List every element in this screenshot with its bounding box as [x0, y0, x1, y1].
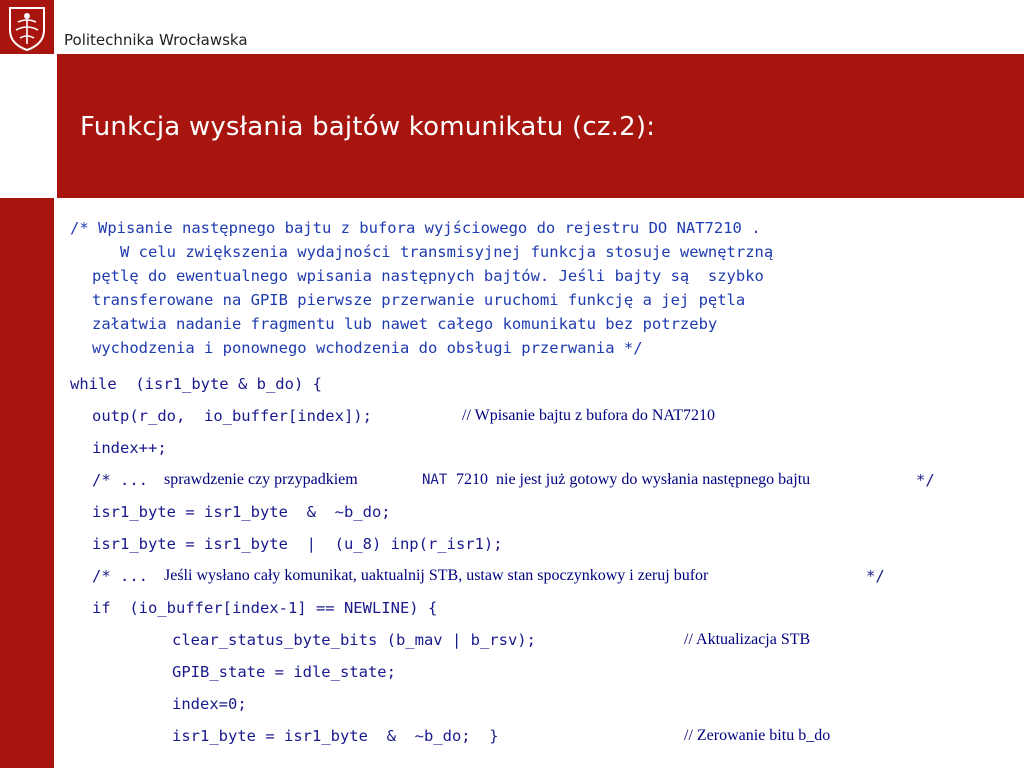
clear-status-line: clear_status_byte_bits (b_mav | b_rsv);: [172, 631, 536, 649]
gpib-state-line: GPIB_state = idle_state;: [172, 663, 396, 681]
check-comment-prefix: /* ...: [92, 471, 148, 489]
sidebar-gap: [54, 198, 57, 768]
clear-status-comment: // Aktualizacja STB: [684, 631, 811, 648]
left-sidebar: [0, 198, 54, 768]
sent-comment-text: Jeśli wysłano cały komunikat, uaktualnij STB, ustaw stan spoczynkowy i zeruj bufor: [164, 567, 709, 584]
comment-line-1: /* Wpisanie następnego bajtu z bufora wyjściowego do rejestru DO NAT7210 .: [70, 219, 761, 237]
slide-title: Funkcja wysłania bajtów komunikatu (cz.2):: [80, 112, 656, 142]
check-comment-suffix: */: [916, 471, 935, 489]
index-increment-line: index++;: [92, 439, 167, 457]
check-comment-text: sprawdzenie czy przypadkiem: [164, 471, 358, 488]
isr-zero-line: isr1_byte = isr1_byte & ~b_do; }: [172, 727, 499, 745]
read-isr-line: isr1_byte = isr1_byte | (u_8) inp(r_isr1);: [92, 535, 503, 553]
check-comment-rest: 7210 nie jest już gotowy do wysłania następnego bajtu: [456, 471, 811, 488]
comment-line-6: wychodzenia i ponownego wchodzenia do obsługi przerwania */: [92, 339, 643, 357]
sent-comment-suffix: */: [866, 567, 885, 585]
university-name: Politechnika Wrocławska: [64, 31, 248, 49]
if-line: if (io_buffer[index-1] == NEWLINE) {: [92, 599, 438, 617]
left-stripe: [0, 54, 54, 198]
comment-line-5: załatwia nadanie fragmentu lub nawet całego komunikatu bez potrzeby: [92, 315, 718, 333]
outp-line: outp(r_do, io_buffer[index]);: [92, 407, 372, 425]
comment-line-2: W celu zwiększenia wydajności transmisyjnej funkcja stosuje wewnętrzną: [92, 243, 774, 261]
isr-zero-comment: // Zerowanie bitu b_do: [684, 727, 831, 744]
check-comment-nat: NAT: [422, 472, 448, 488]
university-logo: [0, 0, 54, 54]
comment-line-3: pętlę do ewentualnego wpisania następnych bajtów. Jeśli bajty są szybko: [92, 267, 764, 285]
comment-line-4: transferowane na GPIB pierwsze przerwanie uruchomi funkcję a jej pętla: [92, 291, 746, 309]
outp-comment: // Wpisanie bajtu z bufora do NAT7210: [462, 407, 715, 424]
index-zero-line: index=0;: [172, 695, 247, 713]
while-line: while (isr1_byte & b_do) {: [70, 375, 322, 393]
clear-do-line: isr1_byte = isr1_byte & ~b_do;: [92, 503, 391, 521]
sent-comment-prefix: /* ...: [92, 567, 148, 585]
